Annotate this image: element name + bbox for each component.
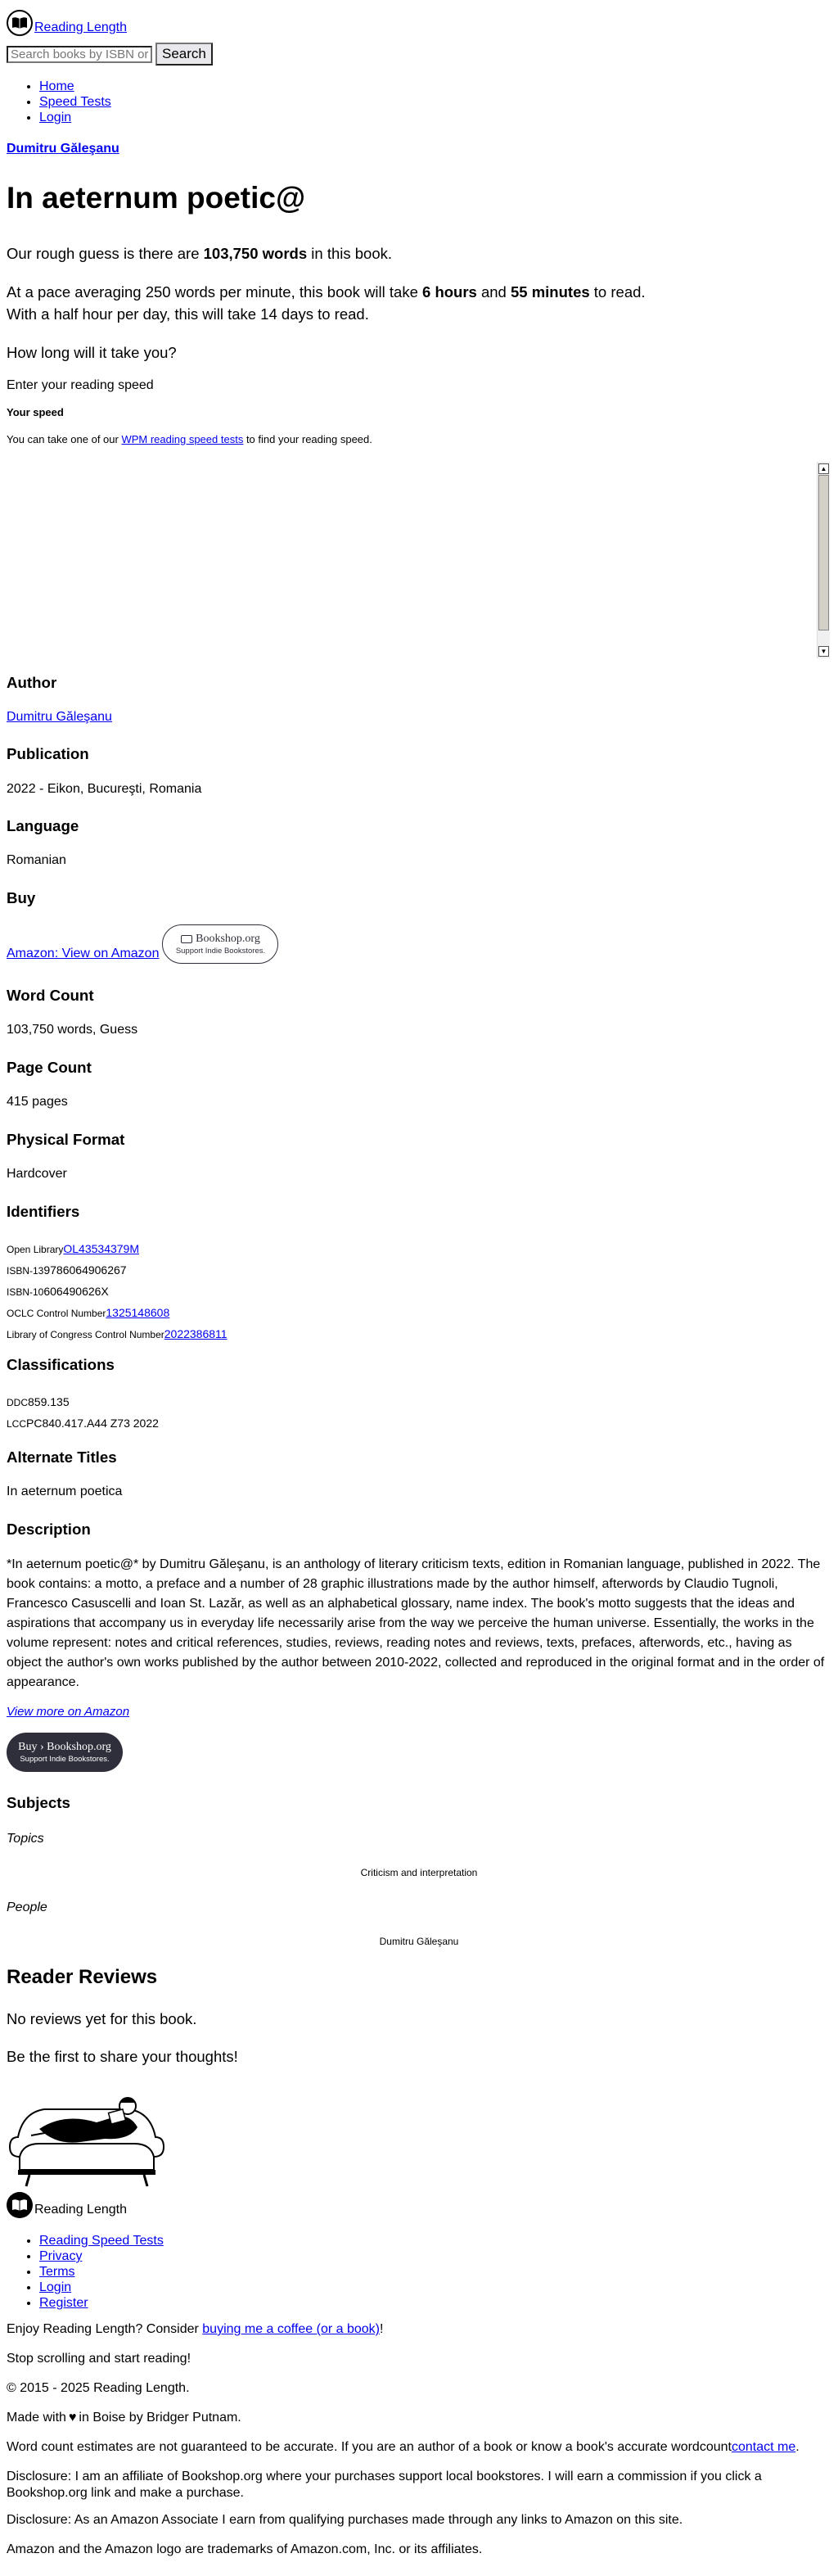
classification-label: DDC <box>7 1397 28 1408</box>
bookshop-tagline: Support Indie Bookstores. <box>175 946 266 956</box>
first-review-text: Be the first to share your thoughts! <box>7 2048 238 2065</box>
language-value: Romanian <box>7 853 66 867</box>
open-library-link[interactable]: OL43534379M <box>63 1242 140 1255</box>
wordcount-disclaimer <box>7 2439 830 2456</box>
bookshop-disclosure: Disclosure: I am an affiliate of Bookshop.org where your purchases support local bookstores. I will earn a commission if you click a Bookshop.org link and make a purchase. <box>7 2470 762 2500</box>
identifiers-heading: Identifiers <box>7 1203 80 1220</box>
nav-home-link[interactable]: Home <box>39 79 74 93</box>
isbn10-value: 606490626X <box>43 1285 109 1298</box>
nav-login-link[interactable]: Login <box>39 111 72 124</box>
description-text: *In aeternum poetic@* by Dumitru Găleşanu, is an anthology of literary criticism texts, edition in Romanian language, published in 2022. The book contains: a motto, a preface and a number of 28 graphic illustrations made by the author himself, afterwords by Claudio Tugnoli, Francesco Casuscelli and Ioan St. Lazăr, as well as an alphabetical glossary, name index. The book's motto suggests that the ideas and aspirations that accompany us in everyday life necessarily arise from the way we perceive the human universe. Essentially, the works in the volume represent: notes and critical references, studies, reviews, reading notes and reviews, texts, prefaces, afterwords, etc., having as object the author's own works published by the author between 2010-2022, collected and reproduced in the original format and in the order of appearance. <box>7 1557 825 1689</box>
bookshop-book-icon <box>181 935 192 943</box>
speed-hint-post: to find your reading speed. <box>243 433 372 445</box>
scroll-thumb[interactable] <box>818 475 829 630</box>
coffee-line <box>7 2321 383 2338</box>
footer-register-link[interactable]: Register <box>39 2296 88 2310</box>
buy-bookshop-pre: Buy <box>18 1741 38 1754</box>
identifier-row <box>7 1303 228 1324</box>
scroll-down-icon[interactable]: ▼ <box>818 646 829 657</box>
speed-hint-pre: You can take one of our <box>7 433 122 445</box>
reading-speed-widget[interactable] <box>7 462 830 658</box>
identifier-row <box>7 1281 228 1303</box>
footer-nav-item <box>39 2280 164 2295</box>
made-pre: Made with <box>7 2411 66 2425</box>
nav-speed-tests-link[interactable]: Speed Tests <box>39 95 111 109</box>
classification-label: LCC <box>7 1418 27 1430</box>
footer-nav-item <box>39 2264 164 2280</box>
isbn13-value: 9786064906267 <box>43 1263 127 1277</box>
buy-bookshop-tagline: Support Indie Bookstores. <box>20 1754 110 1764</box>
reading-couch-illustration <box>7 2088 167 2188</box>
widget-scrollbar[interactable] <box>817 462 830 658</box>
made-with-line <box>7 2410 241 2426</box>
publication-value: 2022 - Eikon, Bucureşti, Romania <box>7 782 202 796</box>
format-heading: Physical Format <box>7 1131 125 1148</box>
coffee-link[interactable]: buying me a coffee (or a book) <box>202 2322 380 2336</box>
your-speed-label: Your speed <box>7 406 64 418</box>
copyright-text: © 2015 - 2025 Reading Length. <box>7 2381 190 2395</box>
identifier-row <box>7 1239 228 1260</box>
alt-titles-heading: Alternate Titles <box>7 1448 117 1466</box>
made-post: in Boise by Bridger Putnam. <box>79 2411 241 2425</box>
reading-time <box>7 281 646 325</box>
topics-heading: Topics <box>7 1832 44 1846</box>
search-button[interactable]: Search <box>155 43 213 66</box>
subjects-heading: Subjects <box>7 1794 70 1811</box>
word-guess-count: 103,750 words <box>203 245 308 262</box>
buy-bookshop-logo: Buy › Bookshop.org <box>18 1741 111 1754</box>
oclc-link[interactable]: 1325148608 <box>106 1306 170 1319</box>
brand-header[interactable] <box>7 7 127 36</box>
nav-item-login <box>39 110 111 125</box>
identifier-label: ISBN-10 <box>7 1286 44 1298</box>
page-count-heading: Page Count <box>7 1059 92 1076</box>
footer-nav <box>7 2233 164 2311</box>
topic-item: Criticism and interpretation <box>360 1867 478 1878</box>
pace-and: and <box>476 283 511 301</box>
bookshop-logo-text: Bookshop.org <box>196 933 260 946</box>
buy-bookshop-button[interactable] <box>7 1733 123 1772</box>
stop-scrolling-text: Stop scrolling and start reading! <box>7 2352 191 2366</box>
identifier-label: OCLC Control Number <box>7 1308 106 1319</box>
author-top-link[interactable]: Dumitru Găleşanu <box>7 142 119 156</box>
trademark-text: Amazon and the Amazon logo are trademarks of Amazon.com, Inc. or its affiliates. <box>7 2542 483 2556</box>
bookshop-button[interactable] <box>162 924 278 964</box>
classifications-heading: Classifications <box>7 1356 115 1373</box>
footer-privacy-link[interactable]: Privacy <box>39 2249 83 2263</box>
identifier-label: Open Library <box>7 1244 64 1255</box>
speed-tests-link[interactable]: WPM reading speed tests <box>121 433 244 445</box>
speed-question: How long will it take you? <box>7 344 177 361</box>
footer-nav-item <box>39 2233 164 2248</box>
bookshop-logo <box>181 932 260 947</box>
classification-value: PC840.417.A44 Z73 2022 <box>26 1417 159 1430</box>
reviews-title: Reader Reviews <box>7 1966 158 1988</box>
contact-link[interactable]: contact me <box>731 2440 796 2454</box>
half-hour-estimate: With a half hour per day, this will take 14 days to read. <box>7 305 369 323</box>
footer-nav-item <box>39 2248 164 2264</box>
identifier-row <box>7 1260 228 1281</box>
view-more-amazon-link[interactable]: View more on Amazon <box>7 1705 130 1719</box>
disclaimer-pre: Word count estimates are not guaranteed to be accurate. If you are an author of a book or know a book's accurate wordcount <box>7 2440 732 2454</box>
search-input[interactable] <box>7 46 152 63</box>
buy-bookshop-logo-text: Bookshop.org <box>47 1741 111 1754</box>
amazon-disclosure: Disclosure: As an Amazon Associate I earn from qualifying purchases made through any links to Amazon on this site. <box>7 2513 683 2527</box>
pace-pre: At a pace averaging 250 words per minute, this book will take <box>7 283 423 301</box>
word-guess <box>7 244 392 263</box>
brand-link[interactable]: Reading Length <box>34 20 127 34</box>
footer-book-logo-icon <box>7 2192 33 2218</box>
identifier-label: Library of Congress Control Number <box>7 1329 164 1340</box>
language-heading: Language <box>7 817 79 834</box>
disclaimer-post: . <box>795 2440 800 2454</box>
coffee-pre: Enjoy Reading Length? Consider <box>7 2322 203 2336</box>
search-form <box>7 43 213 66</box>
pace-hours: 6 hours <box>422 283 477 301</box>
author-link[interactable]: Dumitru Găleşanu <box>7 710 112 724</box>
footer-brand-name: Reading Length <box>34 2203 127 2217</box>
footer-nav-item <box>39 2295 164 2311</box>
people-heading: People <box>7 1900 47 1914</box>
main-nav <box>7 79 111 125</box>
word-count-value: 103,750 words, Guess <box>7 1023 138 1037</box>
classifications-list <box>7 1392 159 1435</box>
footer-brand <box>7 2189 127 2218</box>
nav-item-home <box>39 79 111 94</box>
identifier-row <box>7 1324 228 1345</box>
word-guess-pre: Our rough guess is there are <box>7 245 204 262</box>
publication-heading: Publication <box>7 745 89 762</box>
alt-title-value: In aeternum poetica <box>7 1485 123 1498</box>
nav-item-speed-tests <box>39 94 111 110</box>
scroll-up-icon[interactable]: ▲ <box>818 463 829 474</box>
author-heading: Author <box>7 674 57 691</box>
book-title: In aeternum poetic@ <box>7 181 306 215</box>
book-logo-icon <box>7 10 33 36</box>
no-reviews-text: No reviews yet for this book. <box>7 2010 197 2027</box>
enter-speed-label: Enter your reading speed <box>7 378 154 392</box>
word-guess-post: in this book. <box>307 245 393 262</box>
pace-minutes: 55 minutes <box>511 283 590 301</box>
classification-row <box>7 1413 159 1435</box>
speed-test-hint <box>7 433 372 446</box>
footer-login-link[interactable]: Login <box>39 2280 72 2294</box>
pace-post: to read. <box>589 283 646 301</box>
identifiers-list <box>7 1239 228 1345</box>
coffee-post: ! <box>380 2322 384 2336</box>
word-count-heading: Word Count <box>7 987 94 1004</box>
footer-terms-link[interactable]: Terms <box>39 2265 75 2279</box>
footer-speed-tests-link[interactable]: Reading Speed Tests <box>39 2234 164 2248</box>
buy-links <box>7 924 278 964</box>
classification-value: 859.135 <box>28 1395 70 1408</box>
identifier-label: ISBN-13 <box>7 1265 44 1277</box>
page-count-value: 415 pages <box>7 1095 68 1109</box>
amazon-link[interactable]: Amazon: View on Amazon <box>7 947 160 960</box>
lccn-link[interactable]: 2022386811 <box>164 1327 228 1340</box>
format-value: Hardcover <box>7 1167 67 1181</box>
buy-heading: Buy <box>7 889 36 906</box>
description-heading: Description <box>7 1521 91 1538</box>
heart-icon: ♥ <box>68 2411 77 2425</box>
classification-row <box>7 1392 159 1413</box>
person-item: Dumitru Găleşanu <box>379 1936 459 1947</box>
